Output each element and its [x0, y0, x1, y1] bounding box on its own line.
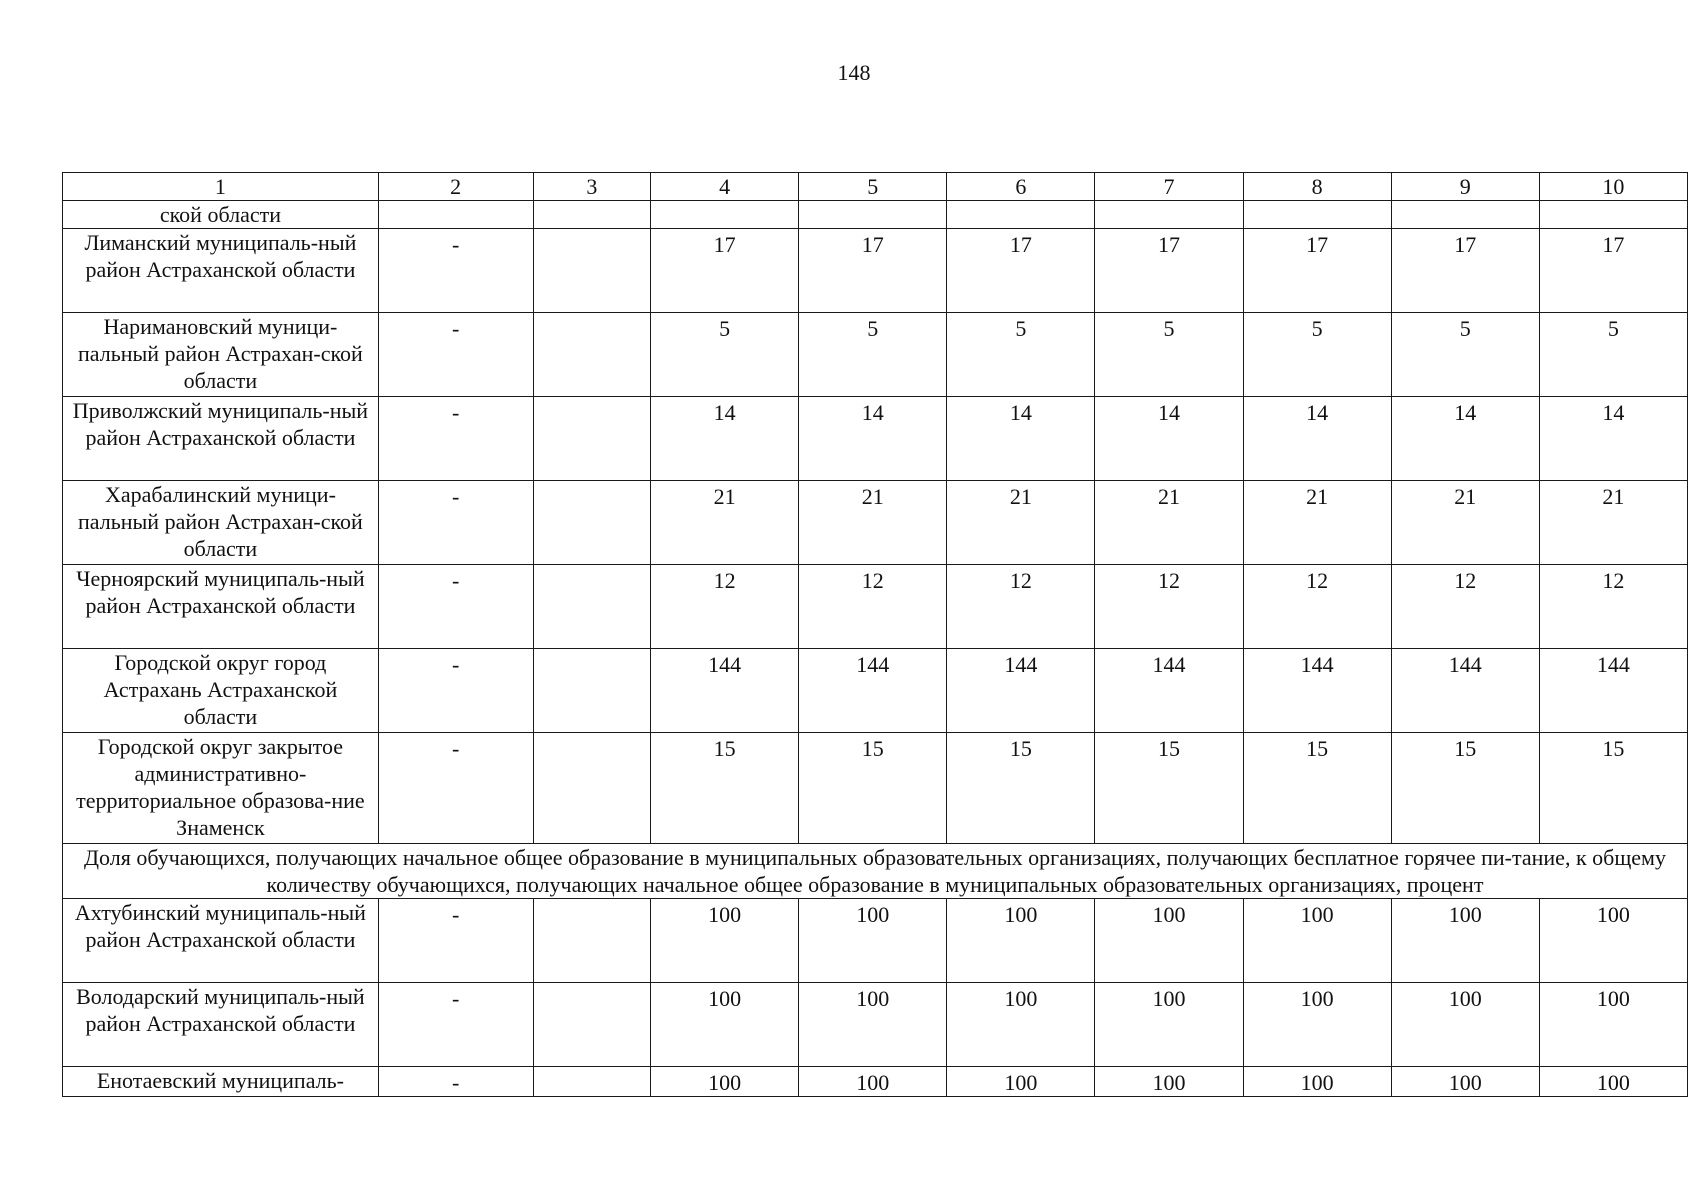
column-3-cell: [533, 1067, 651, 1097]
table-row: [63, 733, 1688, 844]
value-cell: 100: [1391, 983, 1539, 1067]
empty-cell: [533, 201, 651, 229]
value-cell: 15: [1095, 733, 1243, 844]
column-number-4: 4: [651, 173, 799, 201]
value-cell: 5: [651, 313, 799, 397]
value-cell: 100: [947, 1067, 1095, 1097]
value-cell: 100: [1243, 899, 1391, 983]
column-3-cell: [533, 313, 651, 397]
value-cell: 15: [799, 733, 947, 844]
empty-cell: [1243, 201, 1391, 229]
column-2-cell: -: [378, 733, 533, 844]
column-3-cell: [533, 899, 651, 983]
row-name-cell: Приволжский муниципаль-ный район Астраханской области: [63, 397, 379, 481]
value-cell: 14: [799, 397, 947, 481]
value-cell: 100: [1095, 983, 1243, 1067]
value-cell: 100: [1095, 1067, 1243, 1097]
row-name-cell: Володарский муниципаль-ный район Астраханской области: [63, 983, 379, 1067]
table-row: [63, 649, 1688, 733]
empty-cell: [1095, 201, 1243, 229]
value-cell: 15: [1539, 733, 1687, 844]
value-cell: 14: [1243, 397, 1391, 481]
value-cell: 15: [947, 733, 1095, 844]
empty-cell: [1391, 201, 1539, 229]
table-row: [63, 313, 1688, 397]
value-cell: 12: [1243, 565, 1391, 649]
column-number-1: 1: [63, 173, 379, 201]
value-cell: 17: [799, 229, 947, 313]
value-cell: 5: [1243, 313, 1391, 397]
value-cell: 5: [1539, 313, 1687, 397]
value-cell: 12: [799, 565, 947, 649]
table-row: [63, 201, 1688, 229]
value-cell: 15: [651, 733, 799, 844]
value-cell: 144: [1539, 649, 1687, 733]
column-number-8: 8: [1243, 173, 1391, 201]
value-cell: 144: [1243, 649, 1391, 733]
value-cell: 100: [799, 899, 947, 983]
value-cell: 14: [1095, 397, 1243, 481]
column-3-cell: [533, 397, 651, 481]
value-cell: 17: [1243, 229, 1391, 313]
value-cell: 100: [1539, 899, 1687, 983]
value-cell: 5: [947, 313, 1095, 397]
row-name-cell: Черноярский муниципаль-ный район Астраханской области: [63, 565, 379, 649]
empty-cell: [378, 201, 533, 229]
value-cell: 100: [1539, 983, 1687, 1067]
value-cell: 17: [947, 229, 1095, 313]
column-number-7: 7: [1095, 173, 1243, 201]
value-cell: 144: [1391, 649, 1539, 733]
section-heading-row: [63, 844, 1688, 899]
value-cell: 21: [1095, 481, 1243, 565]
row-name-cell: Городской округ закрытое административно-территориальное образова-ние Знаменск: [63, 733, 379, 844]
column-2-cell: -: [378, 397, 533, 481]
table-row: [63, 397, 1688, 481]
value-cell: 12: [1391, 565, 1539, 649]
value-cell: 14: [947, 397, 1095, 481]
value-cell: 21: [1243, 481, 1391, 565]
value-cell: 100: [1243, 983, 1391, 1067]
empty-cell: [947, 201, 1095, 229]
column-number-2: 2: [378, 173, 533, 201]
column-number-6: 6: [947, 173, 1095, 201]
value-cell: 144: [1095, 649, 1243, 733]
value-cell: 5: [1391, 313, 1539, 397]
column-3-cell: [533, 565, 651, 649]
column-3-cell: [533, 983, 651, 1067]
column-2-cell: -: [378, 229, 533, 313]
value-cell: 12: [651, 565, 799, 649]
column-number-5: 5: [799, 173, 947, 201]
row-name-cell: Ахтубинский муниципаль-ный район Астраханской области: [63, 899, 379, 983]
value-cell: 15: [1243, 733, 1391, 844]
column-2-cell: -: [378, 313, 533, 397]
table-row: [63, 229, 1688, 313]
value-cell: 100: [1391, 899, 1539, 983]
value-cell: 17: [1539, 229, 1687, 313]
table-header-row: [63, 173, 1688, 201]
column-2-cell: -: [378, 565, 533, 649]
value-cell: 21: [947, 481, 1095, 565]
column-3-cell: [533, 733, 651, 844]
value-cell: 17: [651, 229, 799, 313]
page-number: 148: [837, 60, 871, 85]
value-cell: 12: [1095, 565, 1243, 649]
value-cell: 100: [799, 1067, 947, 1097]
value-cell: 12: [1539, 565, 1687, 649]
value-cell: 100: [1391, 1067, 1539, 1097]
value-cell: 100: [651, 983, 799, 1067]
column-2-cell: -: [378, 649, 533, 733]
value-cell: 21: [1391, 481, 1539, 565]
row-name-cell: Наримановский муници-пальный район Астрахан-ской области: [63, 313, 379, 397]
value-cell: 12: [947, 565, 1095, 649]
table-row: [63, 481, 1688, 565]
value-cell: 14: [1539, 397, 1687, 481]
column-3-cell: [533, 649, 651, 733]
value-cell: 100: [1539, 1067, 1687, 1097]
empty-cell: [651, 201, 799, 229]
column-2-cell: -: [378, 1067, 533, 1097]
row-name-cell: ской области: [63, 201, 379, 229]
column-number-10: 10: [1539, 173, 1687, 201]
column-2-cell: -: [378, 481, 533, 565]
value-cell: 100: [1095, 899, 1243, 983]
value-cell: 100: [1243, 1067, 1391, 1097]
table-row: [63, 565, 1688, 649]
value-cell: 21: [651, 481, 799, 565]
value-cell: 144: [651, 649, 799, 733]
value-cell: 100: [651, 899, 799, 983]
table-row: [63, 1067, 1688, 1097]
table-row: [63, 899, 1688, 983]
column-3-cell: [533, 229, 651, 313]
row-name-cell: Енотаевский муниципаль-: [63, 1067, 379, 1097]
empty-cell: [799, 201, 947, 229]
value-cell: 14: [1391, 397, 1539, 481]
value-cell: 14: [651, 397, 799, 481]
value-cell: 5: [1095, 313, 1243, 397]
value-cell: 15: [1391, 733, 1539, 844]
value-cell: 144: [947, 649, 1095, 733]
value-cell: 100: [651, 1067, 799, 1097]
value-cell: 5: [799, 313, 947, 397]
value-cell: 100: [947, 983, 1095, 1067]
row-name-cell: Городской округ город Астрахань Астраханской области: [63, 649, 379, 733]
value-cell: 21: [799, 481, 947, 565]
section-heading: Доля обучающихся, получающих начальное общее образование в муниципальных образовательных организациях, получающих бесплатное горячее пи-тание, к общему количеству обучающихся, получающих начальное общее образование в муниципальных образовательных организациях, процент: [63, 844, 1688, 899]
column-number-3: 3: [533, 173, 651, 201]
empty-cell: [1539, 201, 1687, 229]
column-2-cell: -: [378, 983, 533, 1067]
table-row: [63, 983, 1688, 1067]
column-3-cell: [533, 481, 651, 565]
row-name-cell: Харабалинский муници-пальный район Астрахан-ской области: [63, 481, 379, 565]
column-2-cell: -: [378, 899, 533, 983]
row-name-cell: Лиманский муниципаль-ный район Астраханской области: [63, 229, 379, 313]
column-number-9: 9: [1391, 173, 1539, 201]
value-cell: 144: [799, 649, 947, 733]
value-cell: 100: [799, 983, 947, 1067]
value-cell: 21: [1539, 481, 1687, 565]
value-cell: 100: [947, 899, 1095, 983]
data-table: [62, 172, 1688, 1097]
value-cell: 17: [1095, 229, 1243, 313]
value-cell: 17: [1391, 229, 1539, 313]
